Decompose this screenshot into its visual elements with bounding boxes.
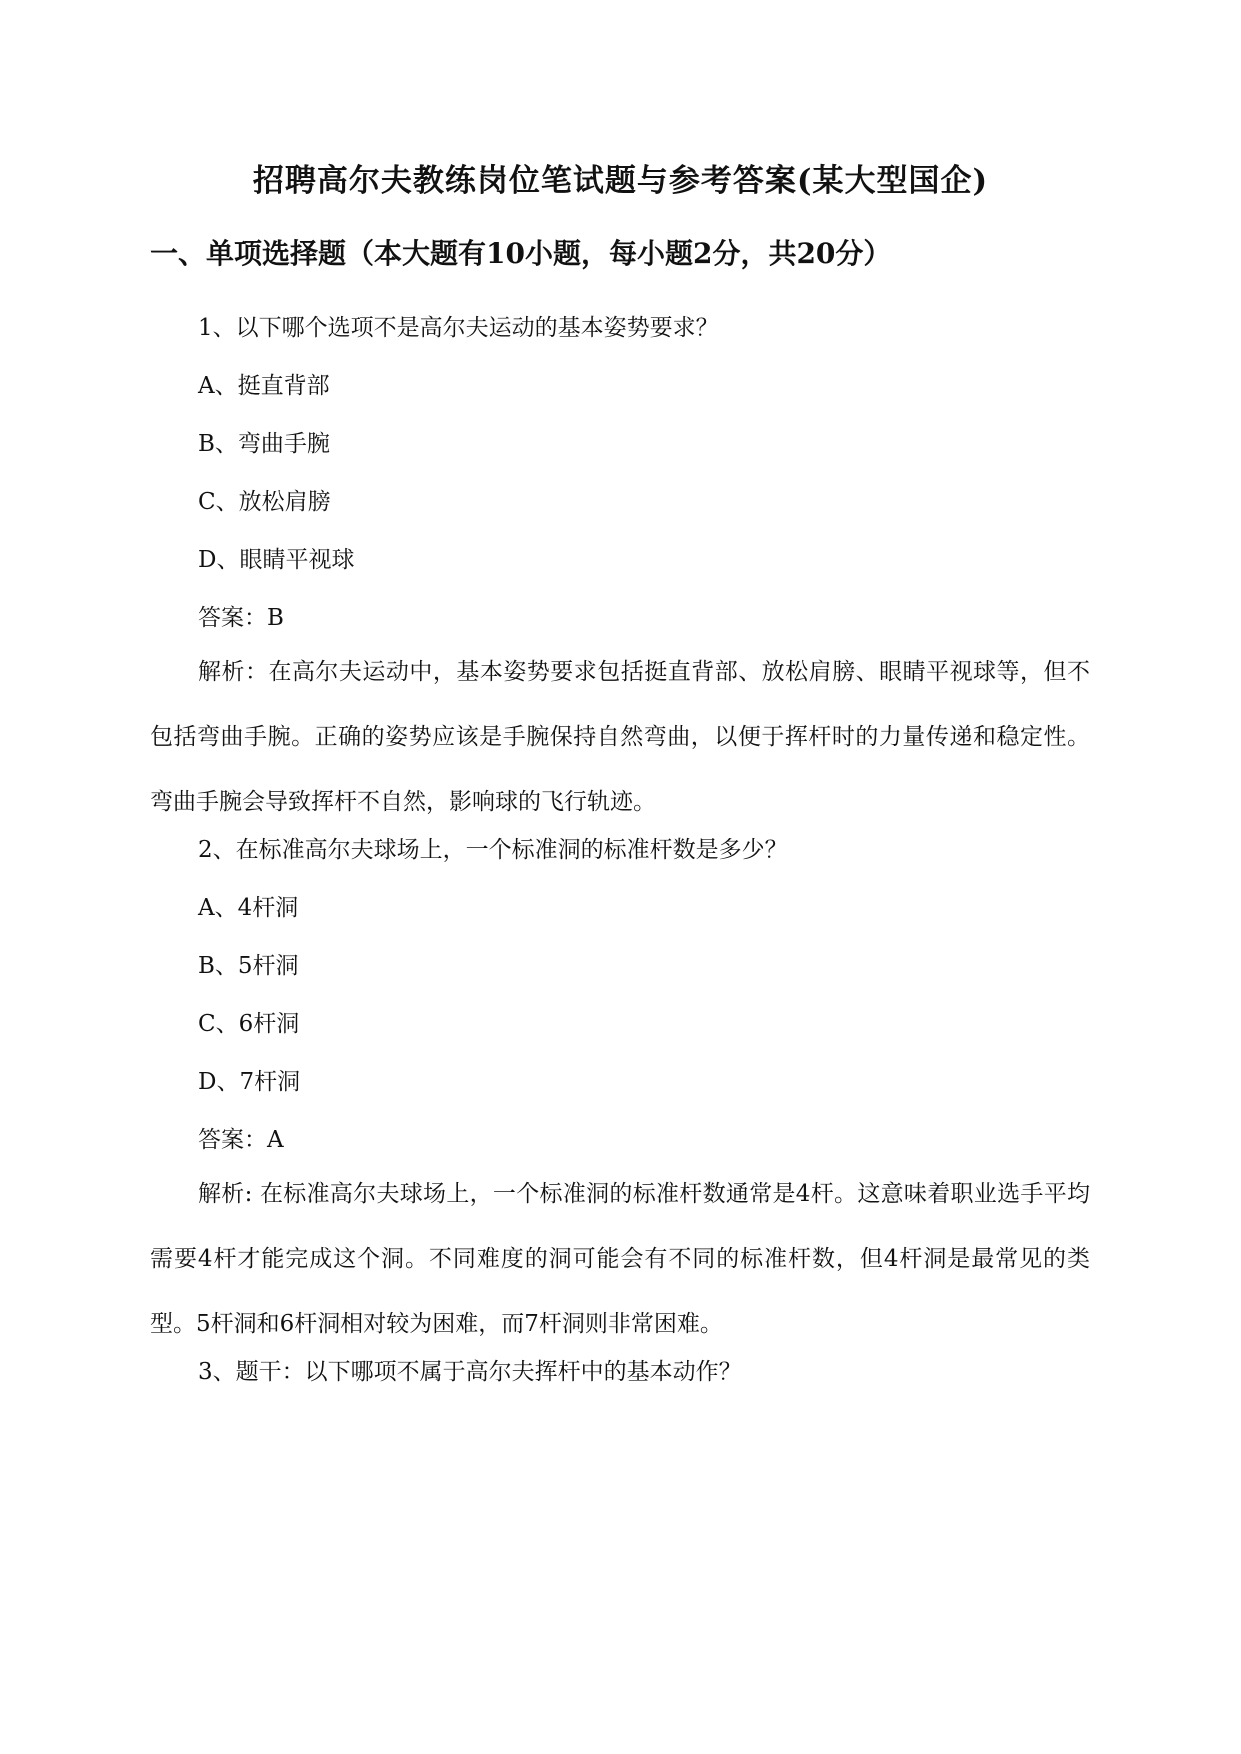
question-2-stem: 2、在标准高尔夫球场上，一个标准洞的标准杆数是多少？ bbox=[198, 837, 788, 863]
question-2-option-a: A、4杆洞 bbox=[198, 895, 299, 921]
document-title: 招聘高尔夫教练岗位笔试题与参考答案(某大型国企) bbox=[252, 163, 989, 199]
question-1-option-a: A、挺直背部 bbox=[198, 373, 330, 399]
question-1-option-d: D、眼睛平视球 bbox=[198, 547, 355, 573]
question-1-stem: 1、以下哪个选项不是高尔夫运动的基本姿势要求？ bbox=[198, 315, 719, 341]
question-1-option-b: B、弯曲手腕 bbox=[198, 431, 330, 457]
question-2-option-c: C、6杆洞 bbox=[198, 1011, 300, 1037]
question-2-option-b: B、5杆洞 bbox=[198, 953, 299, 979]
question-2-option-d: D、7杆洞 bbox=[198, 1069, 301, 1095]
question-2-analysis: 解析: 在标准高尔夫球场上，一个标准洞的标准杆数通常是4杆。这意味着职业选手平均需要4杆才能完成这个洞。不同难度的洞可能会有不同的标准杆数，但4杆洞是最常见的类型。5杆洞和6杆洞相对较为困难，而7杆洞则非常困难。 bbox=[150, 1181, 1090, 1337]
question-1-answer: 答案：B bbox=[198, 605, 284, 631]
question-1-option-c: C、放松肩膀 bbox=[198, 489, 331, 515]
question-1-analysis: 解析：在高尔夫运动中，基本姿势要求包括挺直背部、放松肩膀、眼睛平视球等，但不包括弯曲手腕。正确的姿势应该是手腕保持自然弯曲，以便于挥杆时的力量传递和稳定性。弯曲手腕会导致挥杆不自然，影响球的飞行轨迹。 bbox=[150, 659, 1090, 815]
question-2-answer: 答案：A bbox=[198, 1127, 284, 1153]
section-heading: 一、单项选择题（本大题有10小题，每小题2分，共20分） bbox=[150, 237, 892, 270]
question-3-stem: 3、题干：以下哪项不属于高尔夫挥杆中的基本动作？ bbox=[198, 1359, 742, 1385]
